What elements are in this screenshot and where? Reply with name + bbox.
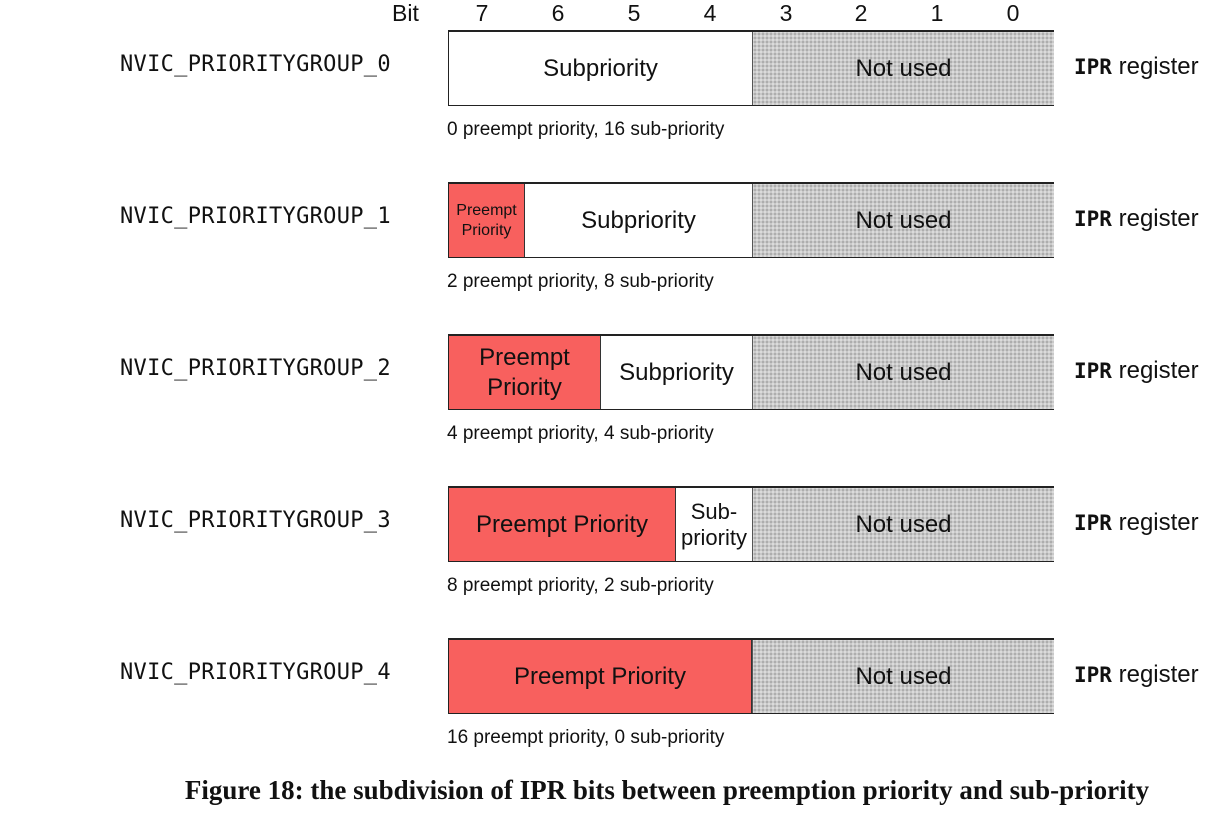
bit-number-6: 6: [551, 0, 565, 26]
preempt-priority-field: [449, 336, 601, 409]
not-used-field: [752, 640, 1054, 713]
group-caption: 2 preempt priority, 8 sub-priority: [447, 271, 714, 292]
subpriority-label: Subpriority: [543, 54, 658, 82]
subpriority-label-line1: Sub-: [690, 498, 738, 524]
ipr-name: IPR: [1074, 55, 1112, 79]
figure-caption: Figure 18: the subdivision of IPR bits between preemption priority and sub-priority: [184, 775, 1150, 805]
subpriority-label: Subpriority: [619, 358, 734, 386]
priority-group-row: [0, 30, 1212, 160]
ipr-register-bar: [448, 638, 1054, 714]
preempt-label-line1: Preempt: [479, 343, 570, 371]
preempt-label-line1: Preempt: [456, 201, 517, 219]
bit-number-1: 1: [930, 0, 944, 26]
not-used-label: Not used: [855, 358, 952, 386]
not-used-label: Not used: [855, 54, 952, 82]
preempt-priority-field: [449, 184, 525, 257]
ipr-name: IPR: [1074, 359, 1112, 383]
preempt-priority-field: [449, 640, 752, 713]
group-name: NVIC_PRIORITYGROUP_1: [120, 204, 391, 229]
register-word: register: [1118, 53, 1199, 80]
not-used-label: Not used: [855, 662, 952, 690]
preempt-label: Preempt Priority: [513, 662, 687, 690]
preempt-priority-field: [449, 488, 676, 561]
ipr-register-label: [1074, 658, 1199, 692]
ipr-register-bar: [448, 30, 1054, 106]
not-used-field: [752, 184, 1054, 257]
register-word: register: [1118, 509, 1199, 536]
bit-number-7: 7: [475, 0, 489, 26]
subpriority-field: [525, 184, 752, 257]
group-name: NVIC_PRIORITYGROUP_4: [120, 660, 391, 685]
not-used-field: [752, 32, 1054, 105]
bit-number-3: 3: [779, 0, 793, 26]
subpriority-label-line2: priority: [680, 524, 747, 550]
ipr-register-label: [1074, 202, 1199, 236]
ipr-name: IPR: [1074, 511, 1112, 535]
group-caption: 8 preempt priority, 2 sub-priority: [447, 575, 714, 596]
register-word: register: [1118, 205, 1199, 232]
not-used-label: Not used: [855, 510, 952, 538]
not-used-label: Not used: [855, 206, 952, 234]
preempt-label: Preempt Priority: [475, 510, 649, 538]
ipr-register-bar: [448, 486, 1054, 562]
subpriority-label: Subpriority: [581, 206, 696, 234]
bit-number-5: 5: [627, 0, 641, 26]
register-word: register: [1118, 357, 1199, 384]
priority-group-row: [0, 334, 1212, 464]
ipr-register-label: [1074, 506, 1199, 540]
subpriority-field: [601, 336, 752, 409]
not-used-field: [752, 488, 1054, 561]
group-caption: 16 preempt priority, 0 sub-priority: [447, 727, 725, 748]
preempt-label-line2: Priority: [487, 373, 562, 401]
ipr-register-bar: [448, 182, 1054, 258]
priority-group-row: [0, 182, 1212, 312]
group-name: NVIC_PRIORITYGROUP_0: [120, 52, 391, 77]
register-word: register: [1118, 661, 1199, 688]
bit-number-2: 2: [854, 0, 868, 26]
ipr-name: IPR: [1074, 663, 1112, 687]
ipr-register-label: [1074, 50, 1199, 84]
group-name: NVIC_PRIORITYGROUP_3: [120, 508, 391, 533]
bit-number-0: 0: [1006, 0, 1020, 26]
group-caption: 0 preempt priority, 16 sub-priority: [447, 119, 725, 140]
subpriority-field: [676, 488, 752, 561]
ipr-register-bar: [448, 334, 1054, 410]
not-used-field: [752, 336, 1054, 409]
bit-number-4: 4: [703, 0, 717, 26]
preempt-label-line2: Priority: [461, 221, 512, 239]
bit-header-label: Bit: [392, 0, 419, 26]
priority-group-row: [0, 638, 1212, 768]
ipr-name: IPR: [1074, 207, 1112, 231]
ipr-register-label: [1074, 354, 1199, 388]
priority-group-row: [0, 486, 1212, 616]
subpriority-field: [449, 32, 752, 105]
group-caption: 4 preempt priority, 4 sub-priority: [447, 423, 714, 444]
group-name: NVIC_PRIORITYGROUP_2: [120, 356, 391, 381]
